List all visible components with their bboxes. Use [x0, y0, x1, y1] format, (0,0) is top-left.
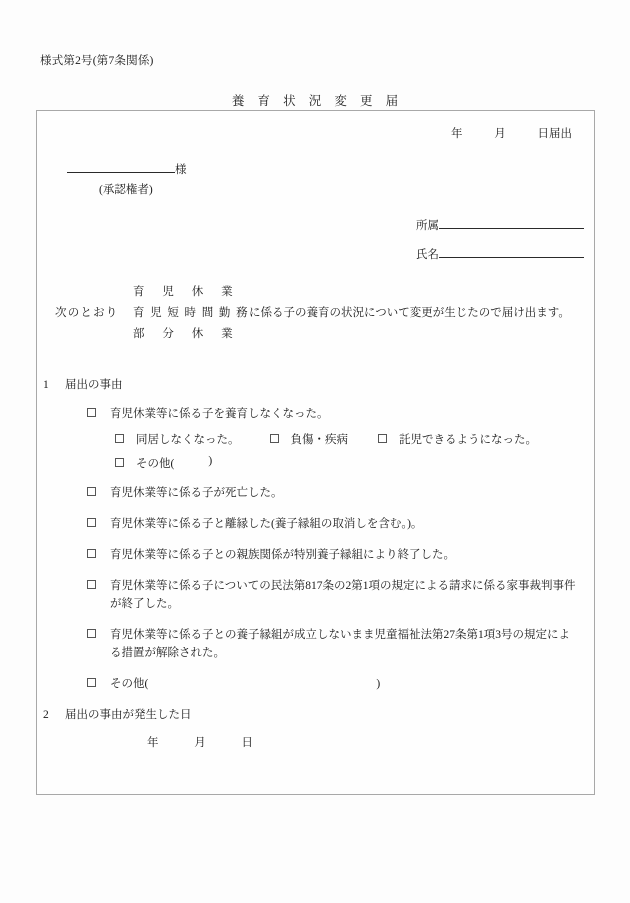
section-1-number: 1: [43, 379, 49, 391]
checkbox-icon[interactable]: [87, 580, 96, 589]
affiliation-input-rule[interactable]: [439, 217, 584, 229]
section-1: [37, 376, 596, 706]
addressee-honorific: 様: [175, 164, 187, 176]
statement-block: [37, 283, 596, 346]
occurrence-year-label: 年: [147, 737, 159, 749]
sub-checkbox-label: 同居しなくなった。: [136, 434, 240, 446]
sub-checkbox-daycare-available[interactable]: [378, 431, 537, 447]
filing-year-label: 年: [451, 128, 463, 140]
statement-lead: 次のとおり: [55, 307, 119, 319]
checkbox-icon[interactable]: [87, 518, 96, 527]
checkbox-icon[interactable]: [87, 487, 96, 496]
checkbox-icon[interactable]: [378, 434, 387, 443]
checkbox-label: 育児休業等に係る子と離縁した(養子縁組の取消しを含む。)。: [110, 518, 423, 530]
sub-checkbox-not-living-together[interactable]: [115, 431, 240, 447]
submitter-fields: [416, 217, 584, 275]
filing-month-label: 月: [494, 128, 506, 140]
filing-day-label: 日届出: [537, 128, 572, 140]
form-body-box: [36, 110, 595, 795]
name-label: 氏名: [416, 249, 439, 261]
statement-tail: に係る子の養育の状況について変更が生じたので届け出ます。: [249, 307, 570, 319]
section-2-number: 2: [43, 709, 49, 721]
addressee-line: [67, 161, 187, 177]
other-suffix: ): [376, 678, 381, 690]
other-prefix: その他(: [110, 678, 149, 690]
checkbox-item-dissolution-of-adoption[interactable]: [37, 515, 596, 533]
checkbox-item-child-died[interactable]: [37, 484, 596, 502]
checkbox-icon[interactable]: [87, 629, 96, 638]
checkbox-icon[interactable]: [115, 434, 124, 443]
page-title: 養 育 状 況 変 更 届: [231, 94, 404, 108]
checkbox-label: 育児休業等に係る子を養育しなくなった。: [110, 408, 329, 420]
addressee-input-rule[interactable]: [67, 161, 175, 173]
checkbox-label: 育児休業等に係る子との養子縁組が成立しないまま児童福祉法第27条第1項3号の規定による措置が解除された。: [110, 629, 570, 659]
checkbox-item-no-longer-raising[interactable]: [37, 405, 596, 423]
section-2: [37, 706, 596, 750]
checkbox-icon[interactable]: [87, 549, 96, 558]
section-2-heading: 届出の事由が発生した日: [65, 709, 192, 721]
statement-row-1: [37, 283, 596, 304]
occurrence-day-label: 日: [241, 737, 253, 749]
leave-option-childcare-leave: 育 児 休 業: [133, 286, 241, 298]
sub-other-suffix: ): [208, 455, 213, 467]
occurrence-month-label: 月: [194, 737, 206, 749]
form-number: 様式第2号(第7条関係): [40, 55, 154, 67]
affiliation-field: [416, 217, 584, 233]
sub-option-other-row[interactable]: [37, 455, 596, 471]
sub-checkbox-label: 託児できるようになった。: [399, 434, 537, 446]
checkbox-icon[interactable]: [270, 434, 279, 443]
section-1-title: [37, 376, 596, 392]
checkbox-icon[interactable]: [87, 678, 96, 687]
checkbox-label: 育児休業等に係る子が死亡した。: [110, 487, 283, 499]
checkbox-icon[interactable]: [87, 408, 96, 417]
name-input-rule[interactable]: [439, 246, 584, 258]
sub-option-row: [37, 431, 596, 447]
leave-option-short-time-work: 育 児 短 時 間 勤 務: [133, 307, 249, 319]
checkbox-item-family-court-case-ended[interactable]: [37, 577, 596, 613]
affiliation-label: 所属: [416, 220, 439, 232]
occurrence-date-line[interactable]: [37, 734, 596, 750]
section-2-title: [37, 706, 596, 722]
sub-checkbox-label: 負傷・疾病: [290, 434, 348, 446]
filing-date-line: [451, 125, 572, 141]
statement-row-2: [37, 304, 596, 325]
checkbox-item-welfare-measure-cancelled[interactable]: [37, 626, 596, 662]
other-reason-field: [110, 675, 380, 693]
checkbox-item-other[interactable]: [37, 675, 596, 693]
section-1-checklist: [37, 405, 596, 693]
name-field: [416, 246, 584, 262]
checkbox-label: 育児休業等に係る子についての民法第817条の2第1項の規定による請求に係る家事裁判事件が終了した。: [110, 580, 576, 610]
leave-option-partial-leave: 部 分 休 業: [133, 328, 241, 340]
checkbox-label: 育児休業等に係る子との親族関係が特別養子縁組により終了した。: [110, 549, 455, 561]
sub-other-prefix: その他(: [136, 458, 175, 470]
checkbox-icon[interactable]: [115, 458, 124, 467]
section-1-heading: 届出の事由: [65, 379, 123, 391]
checkbox-item-special-adoption-terminated[interactable]: [37, 546, 596, 564]
sub-checkbox-other[interactable]: [115, 455, 212, 471]
sub-checkbox-injury-illness[interactable]: [270, 431, 349, 447]
addressee-role: (承認権者): [99, 184, 153, 196]
statement-row-3: [37, 325, 596, 346]
